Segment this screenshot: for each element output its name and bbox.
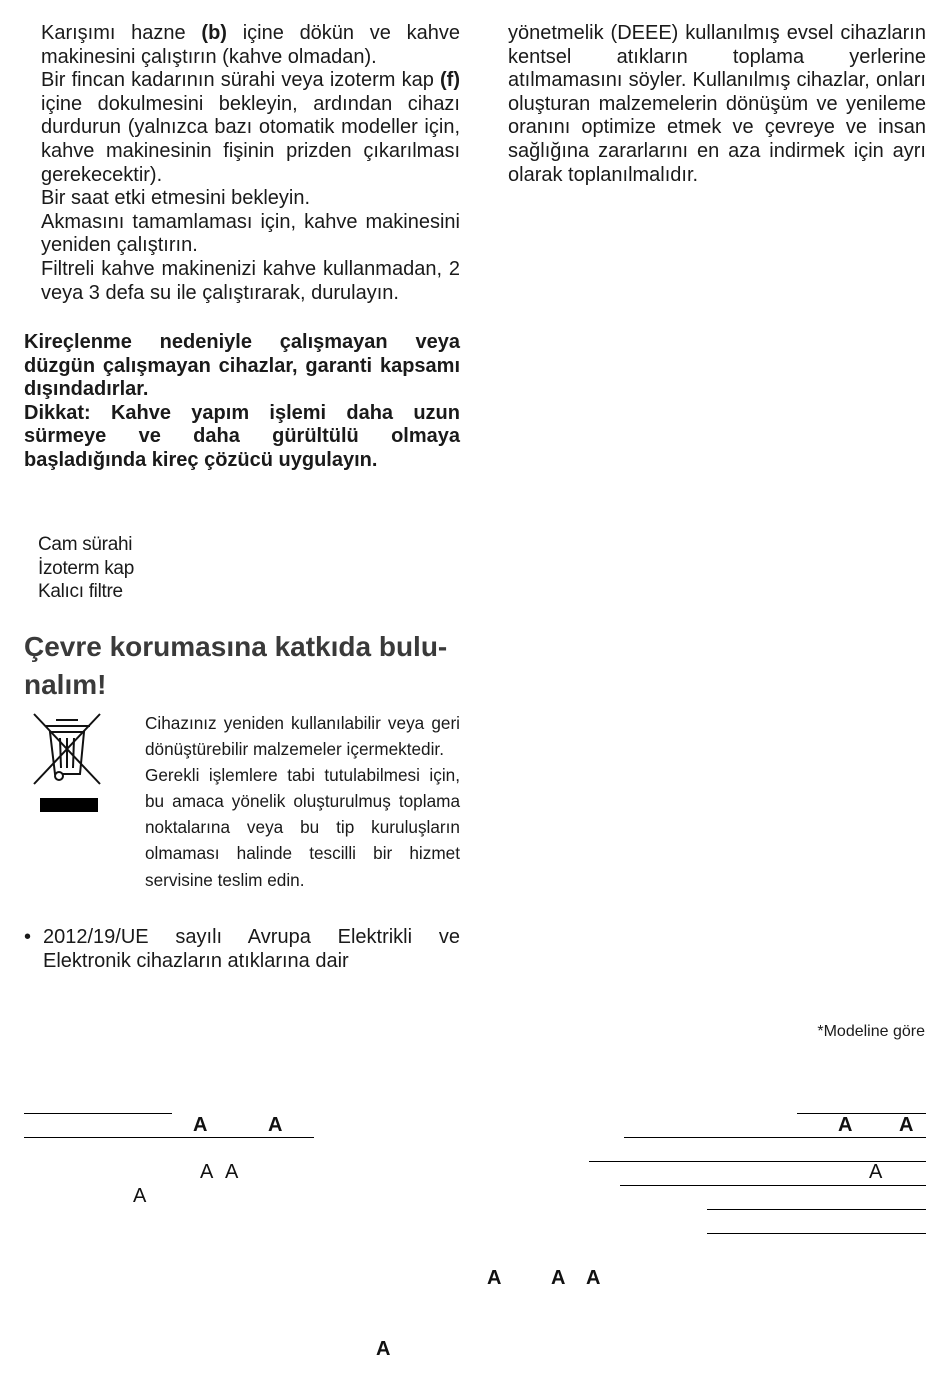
environment-heading: Çevre korumasına katkıda bulu-nalım! [24,631,448,700]
weee-directive-bullet [24,926,460,973]
letter-mark: A [268,1114,283,1136]
descaling-steps [41,22,460,305]
crossed-out-wheelie-bin-icon [30,712,104,816]
accessory-item: Kalıcı filtre [38,581,123,602]
weee-directive-continuation: yönetmelik (DEEE) kullanılmış evsel cihazların kentsel atıkların toplama yerlerine atılmamasını söyler. Kullanılmış cihazlar, onları oluşturan malzemelerin dönüşüm ve yenileme oranını optimize etmek ve çevreye ve insan sağlığına zararlarını en aza indirmek için ayrı olarak toplanılmalıdır. [508,22,926,186]
recycling-paragraph: Cihazınız yeniden kullanılabilir veya geri dönüştürebilir malzemeler içermektedir. [145,713,460,760]
letter-mark: A [869,1161,883,1183]
rule-line [707,1209,926,1210]
accessory-item: İzoterm kap [38,557,134,579]
letter-mark: A [193,1114,208,1136]
accessory-item: Cam sürahi [38,534,133,555]
letter-mark: A [225,1161,239,1183]
rule-line [620,1185,926,1186]
rule-line [24,1113,172,1114]
step-1: Karışımı hazne (b) içine dökün ve kahve makinesini çalıştırın (kahve olmadan). [41,22,461,68]
step-4: Akmasını tamamlaması için, kahve makinesini yeniden çalıştırın. [41,210,460,257]
letter-mark: A [200,1161,214,1183]
step-5: Filtreli kahve makinenizi kahve kullanmadan, 2 veya 3 defa su ile çalıştırarak, durulayın. [41,257,460,304]
rule-line [24,1137,314,1138]
letter-mark: A [899,1114,914,1136]
letter-mark: A [487,1267,502,1289]
step-2: Bir fincan kadarının sürahi veya izoterm kap (f) içine dokulmesini bekleyin, ardından cihazı durdurun (yalnızca bazı otomatik modeller için, kahve makinesinin fişinin prizden çıkarılması gerekecektir). [41,69,460,186]
letter-mark: A [376,1338,391,1360]
accessories-list [38,533,134,604]
descale-warning: Dikkat: Kahve yapım işlemi daha uzun sürmeye ve daha gürültülü olmaya başladığında kireç çözücü uygulayın. [24,401,460,471]
collection-paragraph: Gerekli işlemlere tabi tutulabilmesi için, bu amaca yönelik oluşturulmuş toplama noktalarına veya bu tip kuruluşların olmaması halinde tescilli bir hizmet servisine teslim edin. [145,765,460,890]
rule-line [707,1233,926,1234]
warranty-warning: Kireçlenme nedeniyle çalışmayan veya düzgün çalışmayan cihazlar, garanti kapsamı dışındadırlar. [24,331,460,401]
step-3: Bir saat etki etmesini bekleyin. [41,187,311,210]
warnings [24,331,460,473]
rule-line [624,1137,926,1138]
model-footnote: *Modeline göre [817,1023,925,1040]
environment-body [145,710,460,893]
letter-mark: A [838,1114,853,1136]
letter-mark: A [133,1185,147,1207]
weee-directive-text: 2012/19/UE sayılı Avrupa Elektrikli ve Elektronik cihazların atıklarına dair [43,926,460,972]
letter-mark: A [551,1267,566,1289]
letter-mark: A [586,1267,601,1289]
bullet-marker: • [24,926,32,948]
